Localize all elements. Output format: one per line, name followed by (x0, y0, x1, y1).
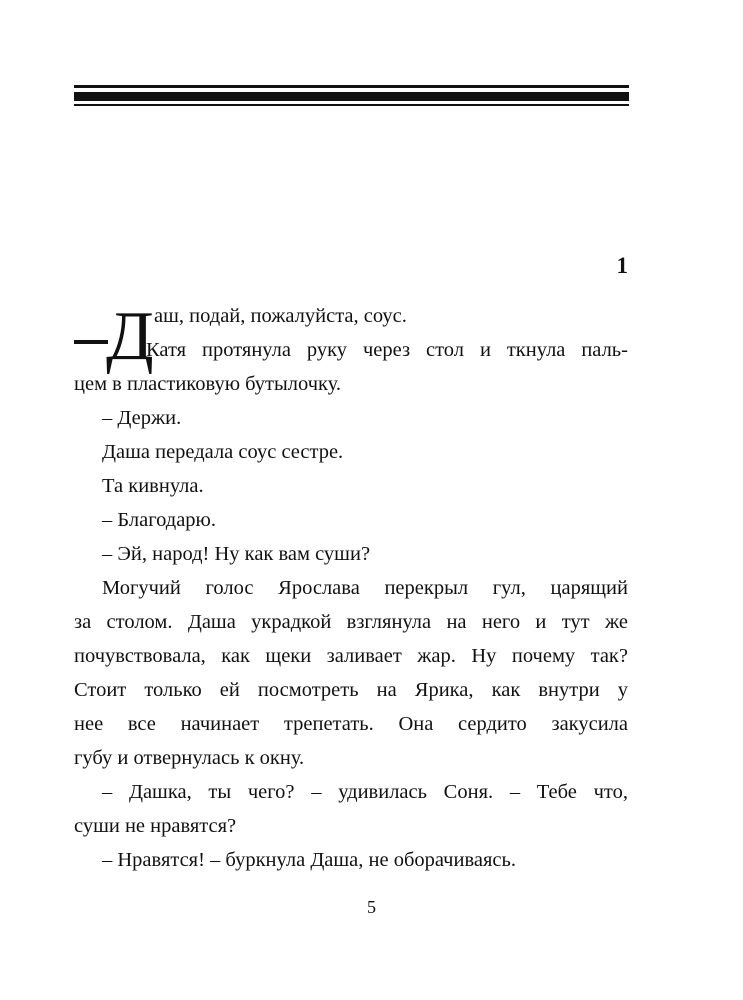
header-rule-thin-bottom (74, 104, 629, 106)
paragraph-line: за столом. Даша украдкой взглянула на него и тут же (74, 611, 628, 633)
paragraph-line: цем в пластиковую бутылочку. (74, 373, 342, 395)
dropcap-letter: Д (106, 298, 154, 375)
paragraph-line: суши не нравятся? (74, 815, 237, 837)
paragraph-line: – Дашка, ты чего? – удивилась Соня. – Тебе что, (102, 781, 628, 803)
paragraph-line: аш, подай, пожалуйста, соус. (154, 305, 407, 327)
header-rule-thin-top (74, 85, 629, 88)
paragraph-line: Та кивнула. (102, 475, 204, 497)
paragraph-line: нее все начинает трепетать. Она сердито закусила (74, 713, 628, 735)
paragraph-line: Катя протянула руку через стол и ткнула паль- (146, 339, 628, 361)
header-rule-thick (74, 92, 629, 101)
paragraph-line: почувствовала, как щеки заливает жар. Ну почему так? (74, 645, 628, 667)
page-number: 5 (367, 897, 376, 917)
paragraph-line: – Благодарю. (102, 509, 216, 531)
chapter-number: 1 (616, 253, 628, 278)
paragraph-line: – Держи. (102, 407, 182, 429)
paragraph-line: Стоит только ей посмотреть на Ярика, как внутри у (74, 679, 628, 701)
paragraph-line: – Эй, народ! Ну как вам суши? (102, 543, 371, 565)
paragraph-line: Даша передала соус сестре. (102, 441, 344, 463)
paragraph-line: Могучий голос Ярослава перекрыл гул, царящий (102, 577, 628, 599)
paragraph-line: губу и отвернулась к окну. (74, 747, 305, 769)
paragraph-line: – Нравятся! – буркнула Даша, не оборачиваясь. (102, 849, 516, 871)
dropcap-dash (74, 340, 108, 344)
